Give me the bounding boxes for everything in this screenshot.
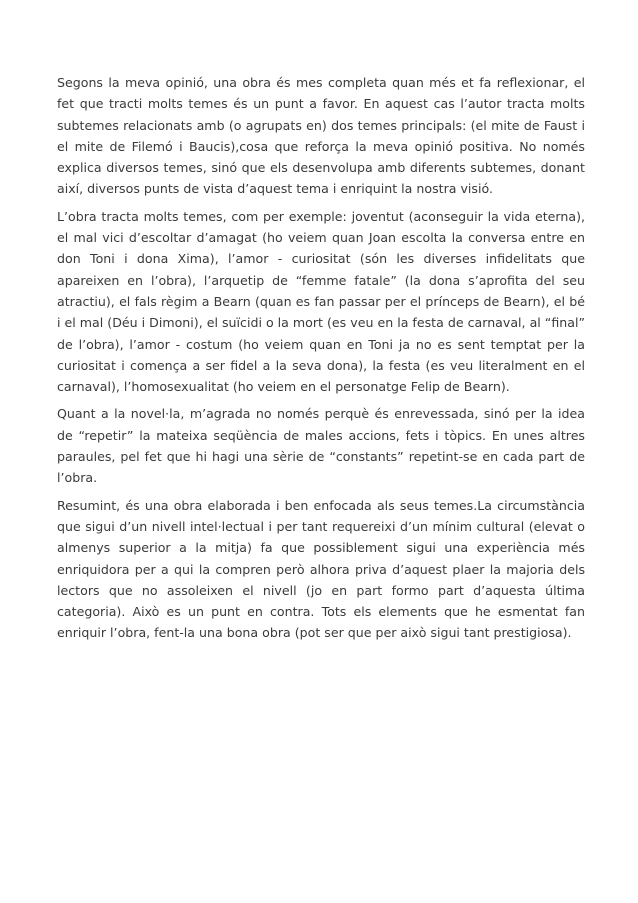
paragraph-summary: Resumint, és una obra elaborada i ben enfocada als seus temes.La circumstància que sigui d’un nivell intel·lectual i per tant requereixi d’un mínim cultural (elevat o almenys superior a la mitja) fa que possiblement sigui una experiència més enriquidora per a qui la compren però alhora priva d’aquest plaer la majoria dels lectors que no assoleixen el nivell (jo en part formo part d’aquesta última categoria). Això es un punt en contra. Tots els elements que he esmentat fan enriquir l’obra, fent-la una bona obra (pot ser que per això sigui tant prestigiosa).	[57, 497, 585, 641]
document-page	[57, 72, 585, 650]
paragraph-themes: L’obra tracta molts temes, com per exemple: joventut (aconseguir la vida eterna), el mal vici d’escoltar d’amagat (ho veiem quan Joan escolta la conversa entre en don Toni i dona Xima), l’amor - curiositat (són les diverses infidelitats que apareixen en l’obra), l’arquetip de “femme fatale” (la dona s’aprofita del seu atractiu), el fals règim a Bearn (quan es fan passar per el prínceps de Bearn), el bé i el mal (Déu i Dimoni), el suïcidi o la mort (es veu en la festa de carnaval, al “final” de l’obra), l’amor - costum (ho veiem quan en Toni ja no es sent temptat per la curiositat i comença a ser fidel a la seva dona), la festa (es veu literalment en el carnaval), l’homosexualitat (ho veiem en el personatge Felip de Bearn).	[57, 208, 585, 395]
paragraph-opinion: Segons la meva opinió, una obra és mes completa quan més et fa reflexionar, el fet que tracti molts temes és un punt a favor. En aquest cas l’autor tracta molts subtemes relacionats amb (o agrupats en) dos temes principals: (el mite de Faust i el mite de Filemó i Baucis),cosa que reforça la meva opinió positiva. No només explica diversos temes, sinó que els desenvolupa amb diferents subtemes, donant així, diversos punts de vista d’aquest tema i enriquint la nostra visió.	[57, 75, 585, 197]
paragraph-novel: Quant a la novel·la, m’agrada no només perquè és enrevessada, sinó per la idea de “repetir” la mateixa seqüència de males accions, fets i tòpics. En unes altres paraules, pel fet que hi hagi una sèrie de “constants” repetint-se en cada part de l’obra.	[57, 406, 585, 486]
